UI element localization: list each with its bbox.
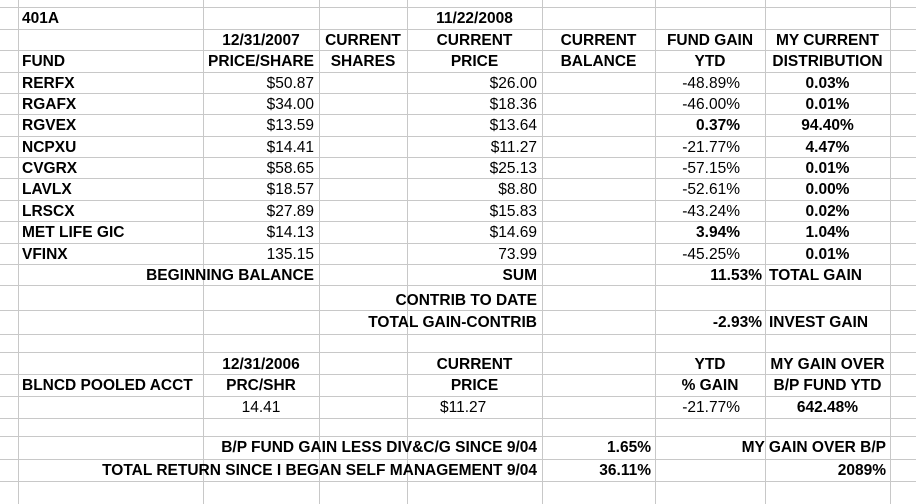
fund-name: NCPXU xyxy=(22,139,77,156)
fund-price-current: $13.64 xyxy=(489,117,537,134)
fund-price-current: $18.36 xyxy=(489,96,537,113)
fund-gain-ytd: -48.89% xyxy=(682,75,740,92)
header-ytd: YTD xyxy=(694,53,726,70)
pooled-my-gain-over-value: 642.48% xyxy=(796,399,859,416)
header-shares: SHARES xyxy=(330,53,396,70)
grid-line xyxy=(0,352,916,353)
fund-price-current: $11.27 xyxy=(490,139,537,156)
total-gain-contrib-label: TOTAL GAIN-CONTRIB xyxy=(368,314,537,331)
fund-price-2007: $27.89 xyxy=(266,203,314,220)
invest-gain-value: -2.93% xyxy=(712,314,762,331)
grid-line xyxy=(542,0,543,504)
pooled-ytd-label: YTD xyxy=(694,356,726,373)
pooled-my-gain-over-label: MY GAIN OVER xyxy=(770,356,885,373)
pooled-bp-fund-ytd-label: B/P FUND YTD xyxy=(773,377,882,394)
fund-gain-ytd: -57.15% xyxy=(682,160,740,177)
header-current-balance-top: CURRENT xyxy=(560,32,637,49)
fund-gain-ytd: -52.61% xyxy=(682,181,740,198)
fund-price-2007: $58.65 xyxy=(266,160,314,177)
fund-name: RERFX xyxy=(22,75,75,92)
fund-name: MET LIFE GIC xyxy=(22,224,125,241)
fund-gain-ytd: -21.77% xyxy=(682,139,740,156)
header-fund-gain: FUND GAIN xyxy=(666,32,754,49)
my-gain-over-bp-value: 2089% xyxy=(837,462,886,479)
grid-line xyxy=(890,0,891,504)
fund-price-current: 73.99 xyxy=(498,246,537,263)
pooled-current-label: CURRENT xyxy=(436,356,513,373)
fund-gain-ytd: -43.24% xyxy=(682,203,740,220)
fund-price-current: $25.13 xyxy=(489,160,537,177)
fund-price-2007: $14.41 xyxy=(266,139,314,156)
fund-price-current: $14.69 xyxy=(489,224,537,241)
header-date-2007: 12/31/2007 xyxy=(222,32,300,49)
bp-gain-value: 1.65% xyxy=(607,439,651,456)
contrib-to-date-label: CONTRIB TO DATE xyxy=(395,292,537,309)
pooled-ytd-gain: -21.77% xyxy=(682,399,740,416)
beginning-balance-label: BEGINNING BALANCE xyxy=(146,267,314,284)
fund-distribution: 94.40% xyxy=(801,117,854,134)
fund-gain-ytd: 3.94% xyxy=(696,224,740,241)
pooled-prc-shr-label: PRC/SHR xyxy=(226,377,296,394)
invest-gain-label: INVEST GAIN xyxy=(769,314,869,331)
header-current-price-top: CURRENT xyxy=(436,32,513,49)
fund-distribution: 0.01% xyxy=(805,246,850,263)
fund-distribution: 0.01% xyxy=(805,96,850,113)
pooled-price-label: PRICE xyxy=(450,377,499,394)
date-current: 11/22/2008 xyxy=(436,10,513,27)
fund-name: RGVEX xyxy=(22,117,77,134)
fund-gain-ytd: -45.25% xyxy=(682,246,740,263)
my-gain-over-bp-label: MY GAIN OVER B/P xyxy=(741,439,886,456)
total-gain-value: 11.53% xyxy=(710,267,762,284)
fund-price-2007: $18.57 xyxy=(266,181,314,198)
fund-distribution: 0.00% xyxy=(805,181,850,198)
fund-price-2007: $34.00 xyxy=(266,96,314,113)
fund-distribution: 4.47% xyxy=(805,139,850,156)
header-price: PRICE xyxy=(450,53,499,70)
pooled-acct-label: BLNCD POOLED ACCT xyxy=(22,377,193,394)
header-my-current: MY CURRENT xyxy=(775,32,880,49)
bp-gain-label: B/P FUND GAIN LESS DIV&C/G SINCE 9/04 xyxy=(221,439,537,456)
grid-line xyxy=(0,334,916,335)
grid-line xyxy=(0,418,916,419)
fund-distribution: 1.04% xyxy=(805,224,850,241)
fund-distribution: 0.03% xyxy=(805,75,850,92)
fund-gain-ytd: 0.37% xyxy=(696,117,740,134)
sheet-title: 401A xyxy=(22,10,60,27)
grid-line xyxy=(0,481,916,482)
header-distribution: DISTRIBUTION xyxy=(772,53,883,70)
header-current-shares-top: CURRENT xyxy=(325,32,401,49)
grid-line xyxy=(18,0,19,504)
header-price-share: PRICE/SHARE xyxy=(208,53,314,70)
fund-price-2007: $14.13 xyxy=(266,224,314,241)
pooled-prc-value: 14.41 xyxy=(241,399,281,416)
fund-price-2007: $50.87 xyxy=(266,75,314,92)
fund-name: VFINX xyxy=(22,246,68,263)
fund-price-2007: $13.59 xyxy=(266,117,314,134)
total-return-label: TOTAL RETURN SINCE I BEGAN SELF MANAGEMENT 9/04 xyxy=(102,462,537,479)
pooled-date: 12/31/2006 xyxy=(222,356,300,373)
fund-name: RGAFX xyxy=(22,96,77,113)
fund-price-current: $8.80 xyxy=(498,181,537,198)
grid-line xyxy=(319,0,320,504)
total-gain-label: TOTAL GAIN xyxy=(769,267,862,284)
header-balance: BALANCE xyxy=(560,53,637,70)
fund-distribution: 0.01% xyxy=(805,160,850,177)
sum-label: SUM xyxy=(502,267,537,284)
pooled-pct-gain-label: % GAIN xyxy=(681,377,739,394)
fund-name: LRSCX xyxy=(22,203,75,220)
fund-price-2007: 135.15 xyxy=(266,246,314,263)
fund-distribution: 0.02% xyxy=(805,203,850,220)
pooled-current-price: $11.27 xyxy=(440,399,487,416)
fund-name: CVGRX xyxy=(22,160,78,177)
header-fund: FUND xyxy=(22,53,66,70)
fund-gain-ytd: -46.00% xyxy=(682,96,740,113)
total-return-value: 36.11% xyxy=(599,462,651,479)
fund-price-current: $26.00 xyxy=(489,75,537,92)
fund-name: LAVLX xyxy=(22,181,72,198)
fund-price-current: $15.83 xyxy=(489,203,537,220)
